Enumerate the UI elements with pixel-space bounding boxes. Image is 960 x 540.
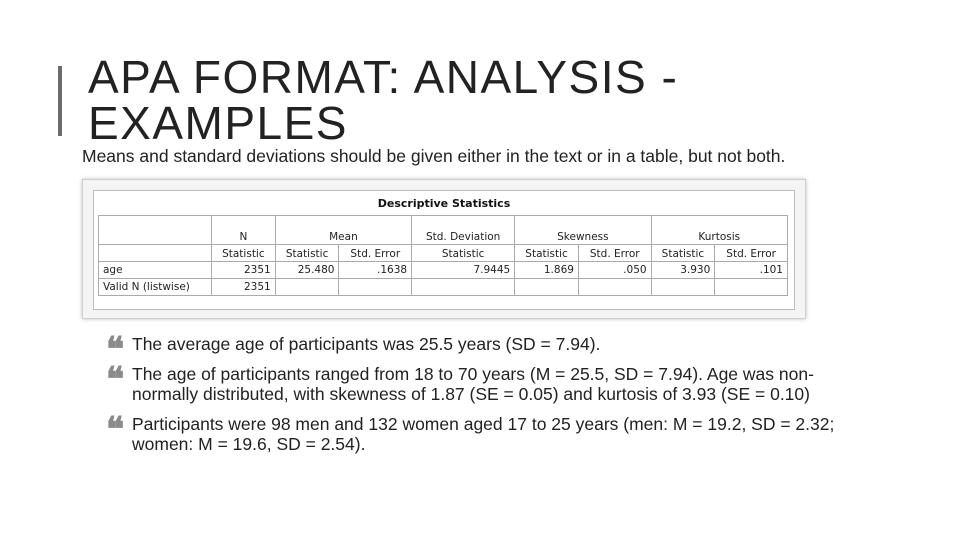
table-cell: 7.9445 <box>412 262 515 279</box>
list-item <box>106 410 866 454</box>
table-group-header: Kurtosis <box>651 216 787 245</box>
list-item-text: The age of participants ranged from 18 to 70 years (M = 25.5, SD = 7.94). Age was non-normally distributed, with skewness of 1.87 (SE = 0.05) and kurtosis of 3.93 (SE = 0.10) <box>132 364 814 404</box>
table-corner-cell <box>99 216 212 245</box>
table-screenshot <box>82 179 806 319</box>
table-cell: 2351 <box>212 262 276 279</box>
table-sub-header: Statistic <box>412 245 515 262</box>
table-group-header: Skewness <box>515 216 651 245</box>
slide-title: APA FORMAT: ANALYSIS - EXAMPLES <box>88 54 679 140</box>
title-accent-bar <box>58 66 62 136</box>
example-list <box>106 330 866 464</box>
table-cell: .101 <box>715 262 788 279</box>
table-cell <box>578 279 651 296</box>
table-cell: 1.869 <box>515 262 579 279</box>
table-sub-header: Std. Error <box>339 245 412 262</box>
list-item <box>106 330 866 370</box>
table-caption: Descriptive Statistics <box>377 197 511 210</box>
table-corner-cell <box>99 245 212 262</box>
table-row <box>99 279 788 296</box>
quote-mark-icon: ❝ <box>106 330 125 370</box>
table-sub-header: Statistic <box>275 245 339 262</box>
table-sub-header: Std. Error <box>715 245 788 262</box>
table-cell: 2351 <box>212 279 276 296</box>
table-cell <box>515 279 579 296</box>
table-group-header-row <box>99 216 788 245</box>
table-cell <box>339 279 412 296</box>
table-sub-header: Std. Error <box>578 245 651 262</box>
table-row-label: Valid N (listwise) <box>99 279 212 296</box>
table-group-header: Std. Deviation <box>412 216 515 245</box>
table-row-label: age <box>99 262 212 279</box>
quote-mark-icon: ❝ <box>106 360 125 400</box>
table-sub-header: Statistic <box>212 245 276 262</box>
table-cell: .050 <box>578 262 651 279</box>
table-cell: 25.480 <box>275 262 339 279</box>
list-item-text: The average age of participants was 25.5 years (SD = 7.94). <box>132 334 601 354</box>
table-cell: .1638 <box>339 262 412 279</box>
table-sub-header: Statistic <box>515 245 579 262</box>
table-panel <box>93 190 795 310</box>
intro-text: Means and standard deviations should be given either in the text or in a table, but not both. <box>82 146 786 166</box>
table-group-header: N <box>212 216 276 245</box>
table-cell <box>715 279 788 296</box>
table-sub-header-row <box>99 245 788 262</box>
table-cell <box>651 279 715 296</box>
table-sub-header: Statistic <box>651 245 715 262</box>
list-item-text: Participants were 98 men and 132 women aged 17 to 25 years (men: M = 19.2, SD = 2.32; women: M = 19.6, SD = 2.54). <box>132 414 835 454</box>
list-item <box>106 360 866 404</box>
table-cell <box>412 279 515 296</box>
table-cell: 3.930 <box>651 262 715 279</box>
table-row <box>99 262 788 279</box>
descriptive-statistics-table <box>98 215 788 296</box>
table-group-header: Mean <box>275 216 411 245</box>
quote-mark-icon: ❝ <box>106 410 125 450</box>
table-cell <box>275 279 339 296</box>
